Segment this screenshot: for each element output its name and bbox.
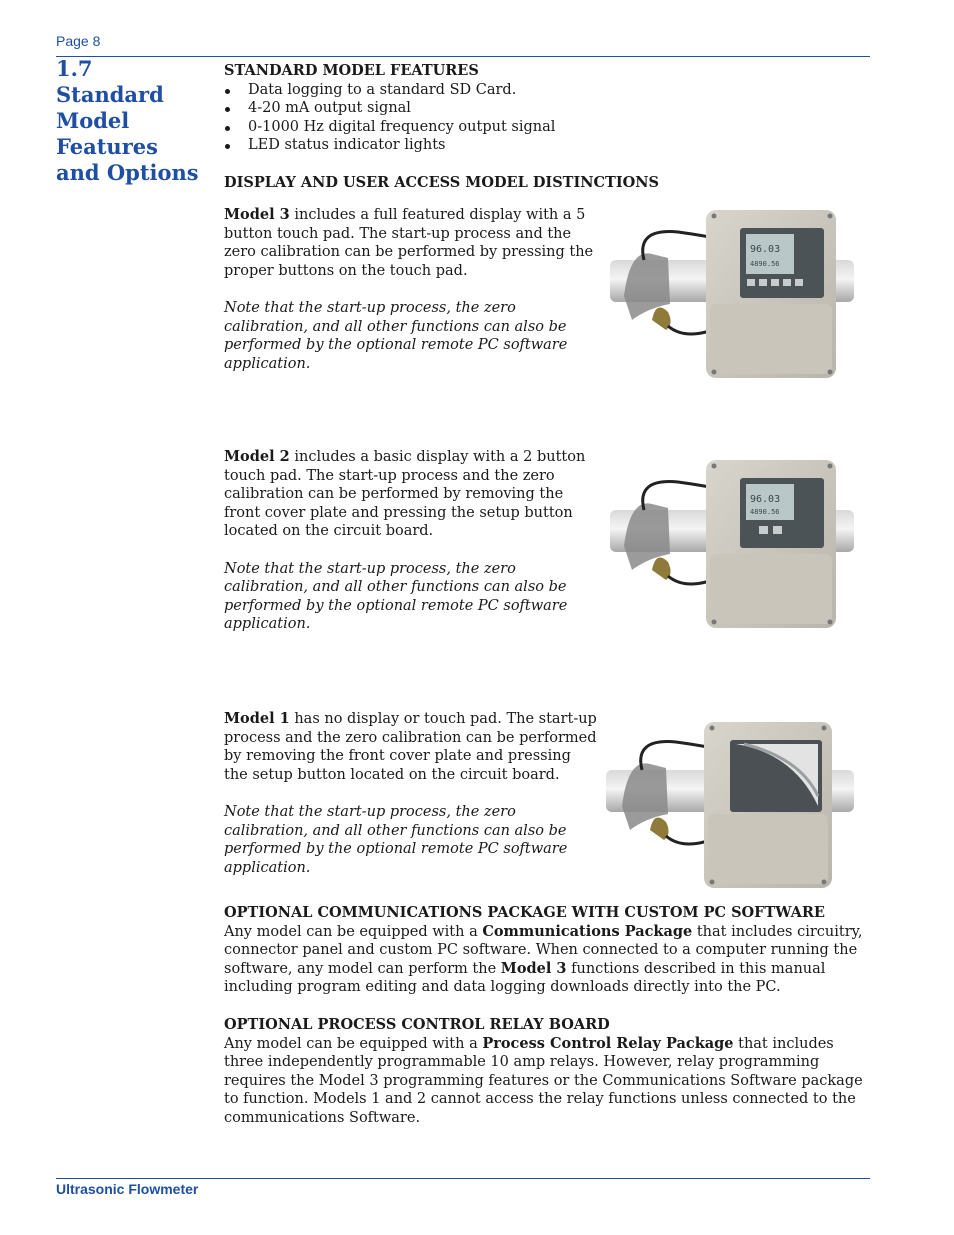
communications-heading: OPTIONAL COMMUNICATIONS PACKAGE WITH CUSTOM PC SOFTWARE	[224, 904, 825, 921]
relay-body: Any model can be equipped with a Process Control Relay Package that includes three independently programmable 10 amp relays. However, relay programming requires the Model 3 programming features or the Communications Software package to function. Models 1 and 2 cannot access the relay functions unless connected to the communications Software.	[224, 1034, 863, 1126]
model-2-device-image	[608, 458, 856, 630]
model-2-display-value-1: 96.03	[750, 494, 781, 505]
model-2-description	[224, 448, 599, 634]
bullet-icon	[225, 144, 230, 149]
standard-features	[224, 62, 874, 155]
communications-section	[224, 904, 874, 997]
footer-label: Ultrasonic Flowmeter	[56, 1181, 199, 1197]
section-number: 1.7	[56, 56, 93, 81]
standard-features-heading: STANDARD MODEL FEATURES	[224, 62, 479, 79]
model-1-device-image	[604, 718, 856, 890]
section-title-line: Model	[56, 108, 130, 133]
bullet-icon	[225, 107, 230, 112]
relay-section	[224, 1016, 874, 1128]
communications-body: Any model can be equipped with a Communications Package that includes circuitry, connector panel and custom PC software. When connected to a computer running the software, any model can perform the Model 3 functions described in this manual including program editing and data logging downloads directly into the PC.	[224, 922, 863, 996]
display-distinctions-heading: DISPLAY AND USER ACCESS MODEL DISTINCTIONS	[224, 174, 659, 191]
bullet-icon	[225, 89, 230, 94]
model-3-display-value-1: 96.03	[750, 244, 781, 255]
model-2-note: Note that the start-up process, the zero calibration, and all other functions can also be performed by the optional remote PC software application.	[224, 560, 568, 633]
section-title-line: and Options	[56, 160, 199, 185]
model-3-description	[224, 206, 599, 373]
relay-heading: OPTIONAL PROCESS CONTROL RELAY BOARD	[224, 1016, 610, 1033]
display-distinctions	[224, 174, 874, 193]
feature-item: 4-20 mA output signal	[224, 99, 874, 118]
feature-item: 0-1000 Hz digital frequency output signal	[224, 118, 874, 137]
model-3-device-image	[608, 208, 856, 380]
section-title	[56, 56, 216, 186]
section-title-line: Features	[56, 134, 158, 159]
model-2-display-value-2: 4890.56	[750, 508, 780, 516]
feature-item: LED status indicator lights	[224, 136, 874, 155]
feature-item: Data logging to a standard SD Card.	[224, 81, 874, 100]
model-3-display-value-2: 4890.56	[750, 260, 780, 268]
model-1-note: Note that the start-up process, the zero calibration, and all other functions can also be performed by the optional remote PC software application.	[224, 803, 568, 876]
model-3-text: Model 3 includes a full featured display with a 5 button touch pad. The start-up process and the zero calibration can be performed by pressing the proper buttons on the touch pad.	[224, 206, 594, 279]
model-1-description	[224, 710, 599, 877]
model-3-note: Note that the start-up process, the zero calibration, and all other functions can also be performed by the optional remote PC software application.	[224, 299, 568, 372]
bullet-icon	[225, 126, 230, 131]
model-2-text: Model 2 includes a basic display with a 2 button touch pad. The start-up process and the zero calibration can be performed by removing the front cover plate and pressing the setup button located on the circuit board.	[224, 448, 586, 540]
page-number: Page 8	[56, 33, 101, 49]
section-title-line: Standard	[56, 82, 164, 107]
model-1-text: Model 1 has no display or touch pad. The start-up process and the zero calibration can be performed by removing the front cover plate and pressing the setup button located on the circuit board.	[224, 710, 597, 783]
feature-list	[224, 81, 874, 155]
footer-rule	[56, 1178, 870, 1179]
